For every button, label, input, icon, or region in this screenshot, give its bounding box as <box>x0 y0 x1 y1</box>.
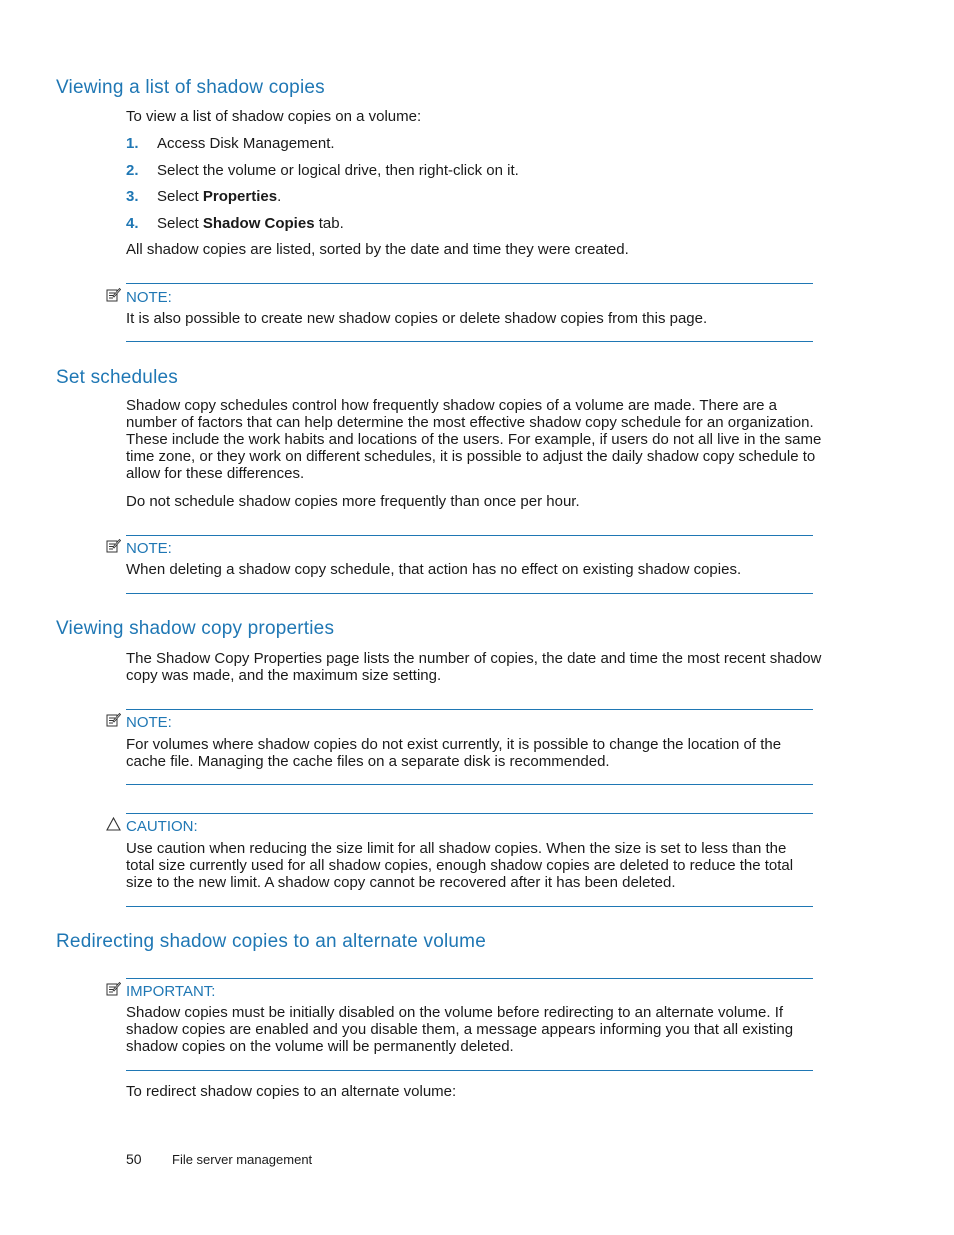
step-text: Select <box>157 188 203 205</box>
heading-viewing-properties: Viewing shadow copy properties <box>56 618 335 639</box>
note-text: For volumes where shadow copies do not exist currently, it is possible to change the location of the cache file. Managing the cache files on a separate disk is recommended. <box>126 736 782 770</box>
caution-triangle-icon <box>106 817 126 835</box>
step-text: Select the volume or logical drive, then right-click on it. <box>157 162 519 179</box>
note-label: NOTE: <box>126 540 172 557</box>
step-number: 1. <box>126 135 139 152</box>
step-1 <box>126 135 335 152</box>
note-pencil-icon <box>106 287 126 306</box>
step-2 <box>126 162 519 179</box>
note-rule-bottom <box>126 784 813 785</box>
caution-rule-bottom <box>126 906 813 907</box>
after-steps-text: All shadow copies are listed, sorted by the date and time they were created. <box>126 241 629 258</box>
step-text-suffix: tab. <box>314 215 344 232</box>
step-text-suffix: . <box>277 188 282 205</box>
intro-text: To view a list of shadow copies on a volume: <box>126 108 422 125</box>
note-rule-bottom <box>126 593 813 594</box>
note-label: NOTE: <box>126 714 172 731</box>
caution-label: CAUTION: <box>126 818 198 835</box>
step-number: 4. <box>126 215 139 232</box>
step-number: 3. <box>126 188 139 205</box>
caution-rule-top <box>126 813 813 814</box>
step-3 <box>126 188 281 205</box>
note-rule-top <box>126 709 813 710</box>
step-bold-text: Shadow Copies <box>202 215 315 232</box>
important-label: IMPORTANT: <box>126 983 216 1000</box>
step-number: 2. <box>126 162 139 179</box>
note-pencil-icon <box>106 538 126 557</box>
step-4 <box>126 215 344 232</box>
redirect-intro-text: To redirect shadow copies to an alternate volume: <box>126 1083 457 1100</box>
heading-viewing-list: Viewing a list of shadow copies <box>56 77 325 98</box>
note-heading <box>106 712 172 731</box>
footer-title: File server management <box>172 1152 313 1167</box>
note-rule-top <box>126 535 813 536</box>
caution-text: Use caution when reducing the size limit for all shadow copies. When the size is set to less than the total size currently used for all shadow copies, enough shadow copies are deleted to reduce the total size to the new limit. A shadow copy cannot be recovered after it has been deleted. <box>126 840 794 891</box>
step-text: Access Disk Management. <box>157 135 335 152</box>
note-text: It is also possible to create new shadow copies or delete shadow copies from this page. <box>126 310 708 327</box>
important-heading <box>106 981 215 1000</box>
note-label: NOTE: <box>126 289 172 306</box>
important-rule-bottom <box>126 1070 813 1071</box>
note-heading <box>106 287 172 306</box>
note-rule-bottom <box>126 341 813 342</box>
important-pencil-icon <box>106 981 126 1000</box>
important-rule-top <box>126 978 813 979</box>
page-number: 50 <box>126 1151 142 1167</box>
note-text: When deleting a shadow copy schedule, that action has no effect on existing shadow copies. <box>126 561 742 578</box>
properties-paragraph: The Shadow Copy Properties page lists the number of copies, the date and time the most recent shadow copy was made, and the maximum size setting. <box>126 650 822 684</box>
schedules-paragraph: Shadow copy schedules control how frequently shadow copies of a volume are made. There are a number of factors that can help determine the most effective shadow copy schedule for an organization. These include the work habits and locations of the users. For example, if users do not all live in the same time zone, or they work on different schedules, it is possible to adjust the daily shadow copy schedule to allow for these differences. <box>126 397 822 482</box>
note-heading <box>106 538 172 557</box>
heading-set-schedules: Set schedules <box>56 367 178 388</box>
note-pencil-icon <box>106 712 126 731</box>
important-text: Shadow copies must be initially disabled on the volume before redirecting to an alternate volume. If shadow copies are enabled and you disable them, a message appears informing you that all existing shadow copies on the volume will be permanently deleted. <box>126 1004 794 1055</box>
step-bold-text: Properties <box>202 188 278 205</box>
step-text: Select <box>157 215 203 232</box>
schedules-frequency-text: Do not schedule shadow copies more frequently than once per hour. <box>126 493 580 510</box>
caution-heading <box>106 817 198 835</box>
note-rule-top <box>126 283 813 284</box>
heading-redirecting: Redirecting shadow copies to an alternate volume <box>56 931 486 952</box>
